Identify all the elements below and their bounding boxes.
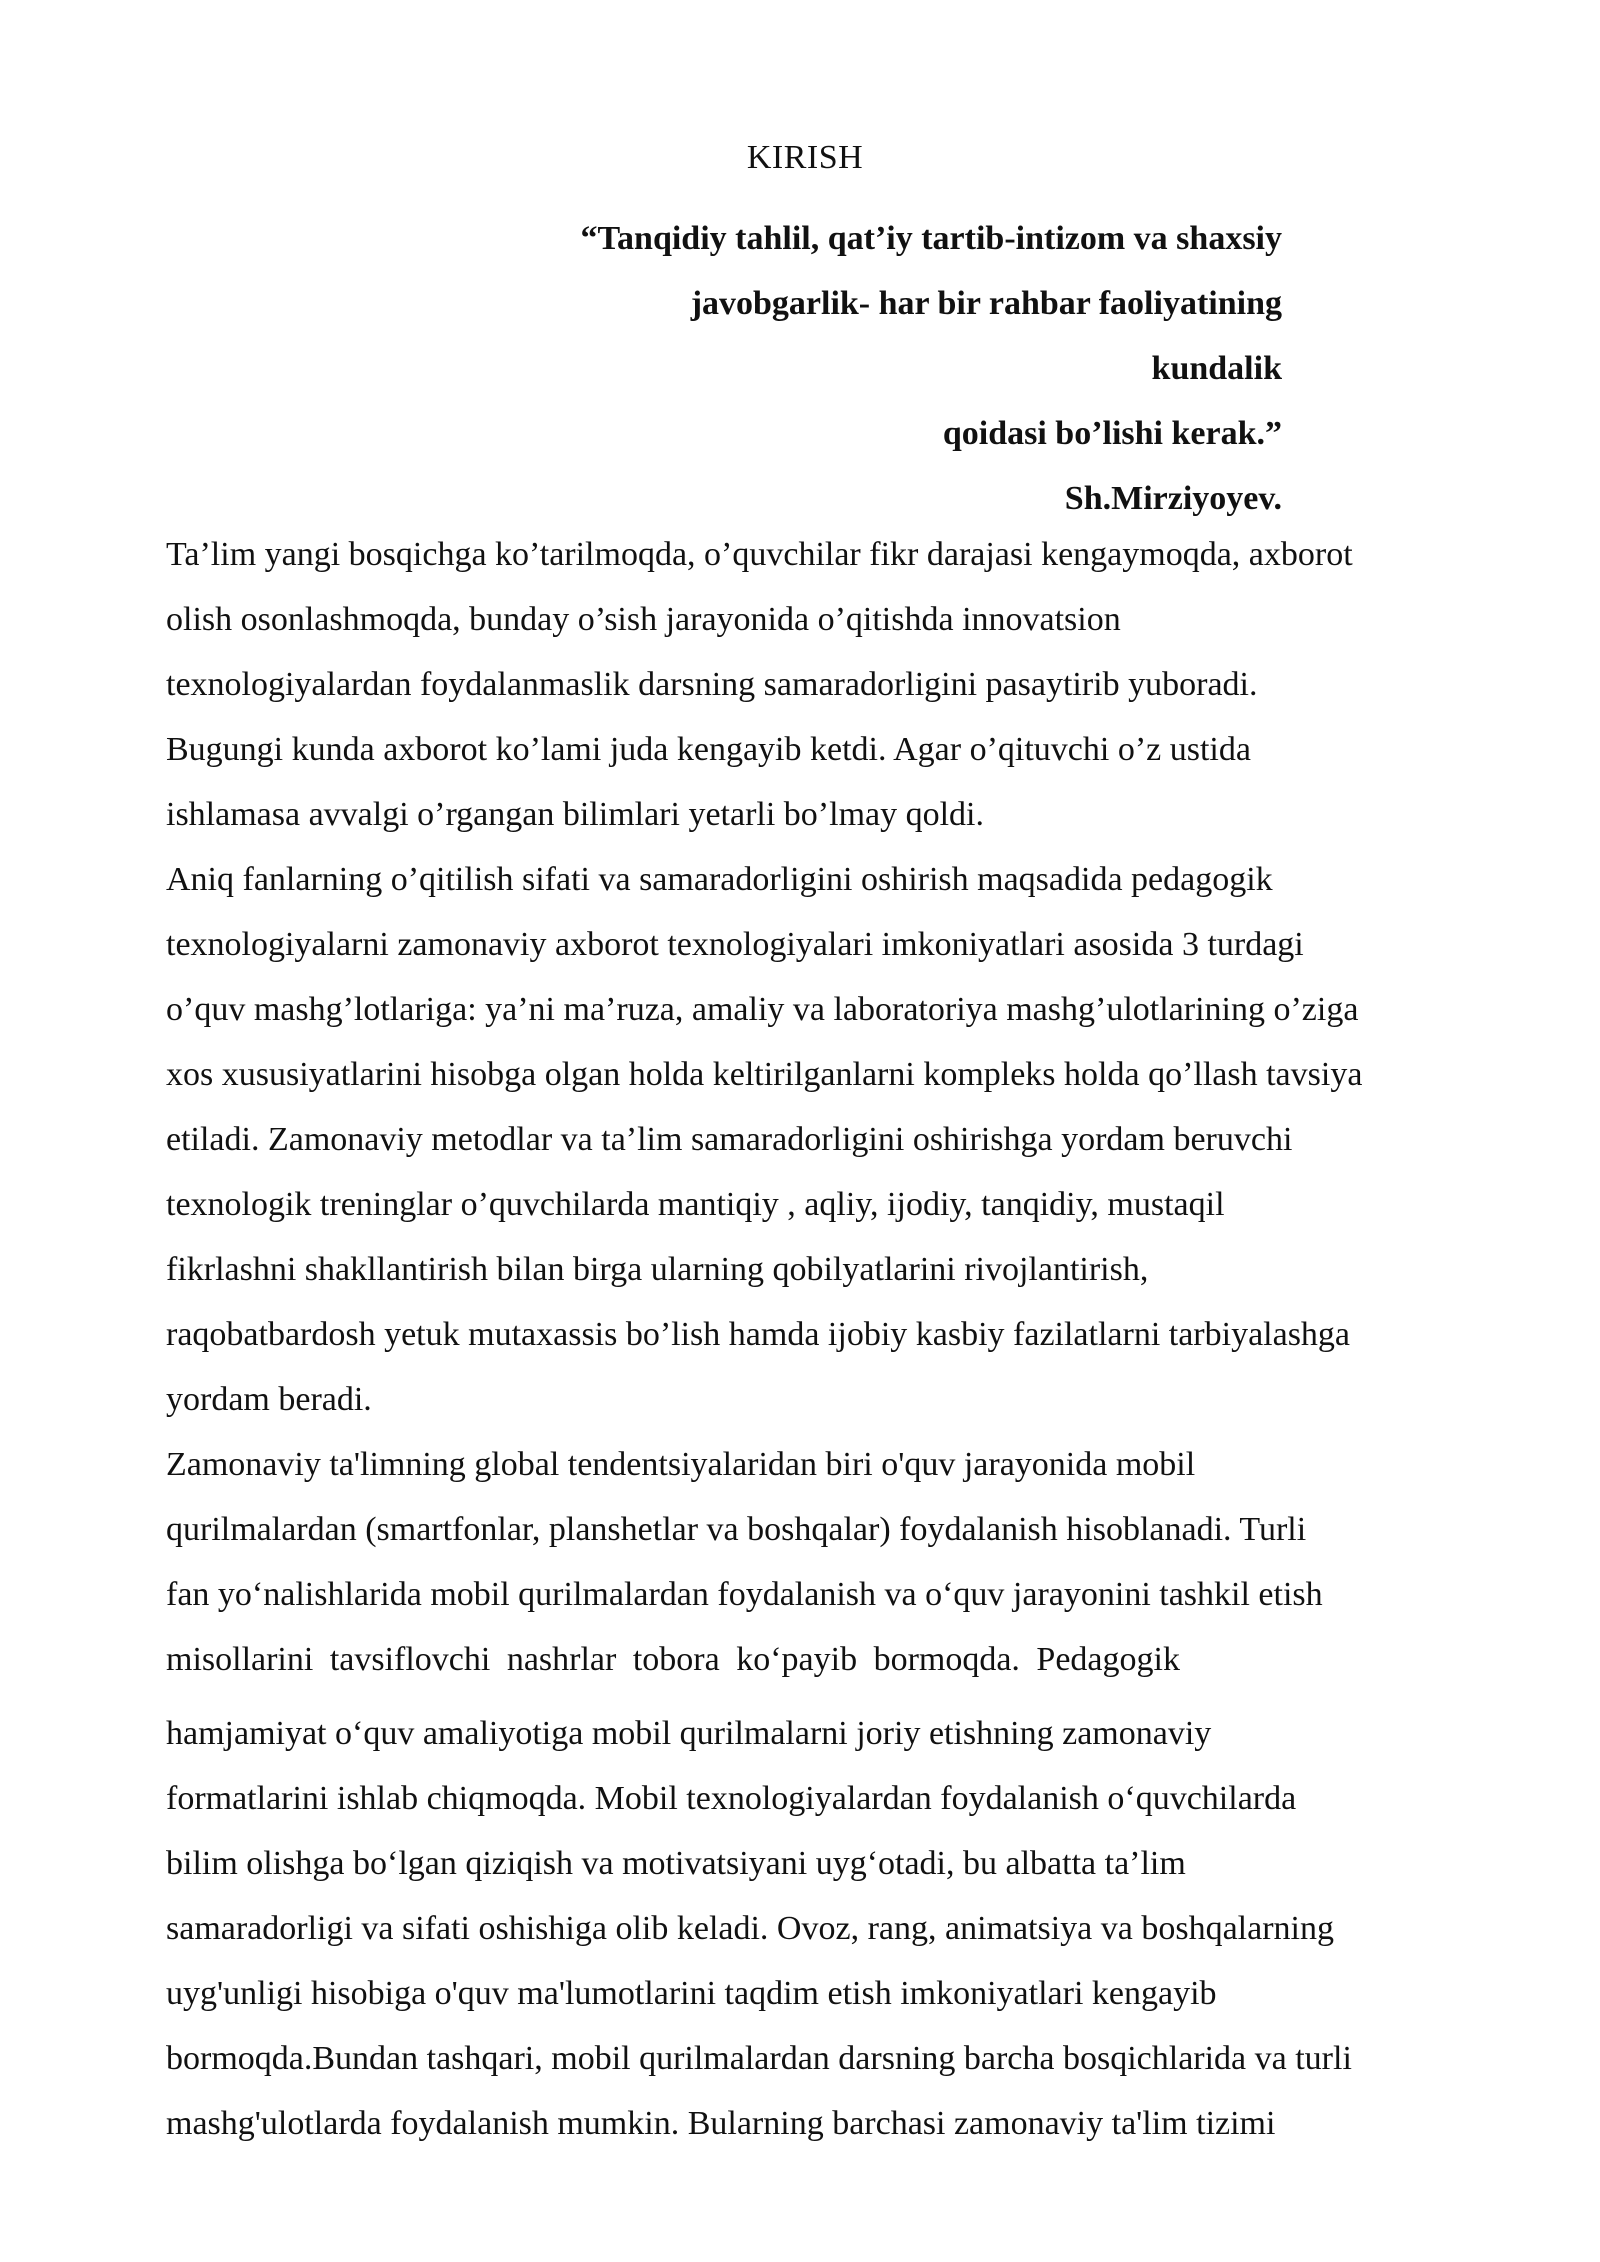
paragraph-line: formatlarini ishlab chiqmoqda. Mobil texnologiyalardan foydalanish o‘quvchilarda	[166, 1780, 1297, 1817]
paragraph-line: Ta’lim yangi bosqichga ko’tarilmoqda, o’quvchilar fikr darajasi kengaymoqda, axborot	[166, 536, 1353, 573]
paragraph-line: misollarini tavsiflovchi nashrlar tobora ko‘payib bormoqda. Pedagogik	[166, 1641, 1180, 1678]
paragraph-line: fikrlashni shakllantirish bilan birga ularning qobilyatlarini rivojlantirish,	[166, 1251, 1149, 1288]
paragraph-line: texnologiyalarni zamonaviy axborot texnologiyalari imkoniyatlari asosida 3 turdagi	[166, 926, 1304, 963]
page-title: KIRISH	[746, 139, 864, 176]
body-text	[166, 522, 1506, 2156]
paragraph-line: Bugungi kunda axborot ko’lami juda kengayib ketdi. Agar o’qituvchi o’z ustida	[166, 731, 1251, 768]
paragraph-line: yordam beradi.	[166, 1381, 372, 1418]
paragraph-line: Zamonaviy ta'limning global tendentsiyalaridan biri o'quv jarayonida mobil	[166, 1446, 1196, 1483]
paragraph-line: qurilmalardan (smartfonlar, planshetlar va boshqalar) foydalanish hisoblanadi. Turli	[166, 1511, 1307, 1548]
paragraph-line: fan yo‘nalishlarida mobil qurilmalardan foydalanish va o‘quv jarayonini tashkil etish	[166, 1576, 1323, 1613]
paragraph-line: raqobatbardosh yetuk mutaxassis bo’lish hamda ijobiy kasbiy fazilatlarni tarbiyalashga	[166, 1316, 1351, 1353]
paragraph-line: mashg'ulotlarda foydalanish mumkin. Bularning barchasi zamonaviy ta'lim tizimi	[166, 2105, 1276, 2142]
paragraph-line: uyg'unligi hisobiga o'quv ma'lumotlarini taqdim etish imkoniyatlari kengayib	[166, 1975, 1217, 2012]
paragraph-line: olish osonlashmoqda, bunday o’sish jarayonida o’qitishda innovatsion	[166, 601, 1121, 638]
epigraph-line: “Tanqidiy tahlil, qat’iy tartib-intizom va shaxsiy	[580, 220, 1282, 257]
paragraph-line: Aniq fanlarning o’qitilish sifati va samaradorligini oshirish maqsadida pedagogik	[166, 861, 1273, 898]
paragraph-line: etiladi. Zamonaviy metodlar va ta’lim samaradorligini oshirishga yordam beruvchi	[166, 1121, 1293, 1158]
paragraph-line: bilim olishga bo‘lgan qiziqish va motivatsiyani uyg‘otadi, bu albatta ta’lim	[166, 1845, 1186, 1882]
epigraph-author: Sh.Mirziyoyev.	[1064, 480, 1282, 517]
epigraph	[282, 206, 1282, 531]
paragraph-line: hamjamiyat o‘quv amaliyotiga mobil qurilmalarni joriy etishning zamonaviy	[166, 1715, 1212, 1752]
line-gap	[166, 1692, 1506, 1701]
paragraph-line: ishlamasa avvalgi o’rgangan bilimlari yetarli bo’lmay qoldi.	[166, 796, 984, 833]
epigraph-line: javobgarlik- har bir rahbar faoliyatining	[690, 285, 1282, 322]
paragraph-line: o’quv mashg’lotlariga: ya’ni ma’ruza, amaliy va laboratoriya mashg’ulotlarining o’ziga	[166, 991, 1359, 1028]
paragraph-line: texnologiyalardan foydalanmaslik darsning samaradorligini pasaytirib yuboradi.	[166, 666, 1258, 703]
paragraph-line: texnologik treninglar o’quvchilarda mantiqiy , aqliy, ijodiy, tanqidiy, mustaqil	[166, 1186, 1225, 1223]
epigraph-line: kundalik	[1151, 350, 1282, 387]
paragraph-line: bormoqda.Bundan tashqari, mobil qurilmalardan darsning barcha bosqichlarida va turli	[166, 2040, 1352, 2077]
paragraph-line: samaradorligi va sifati oshishiga olib keladi. Ovoz, rang, animatsiya va boshqalarning	[166, 1910, 1334, 1947]
paragraph-line: xos xususiyatlarini hisobga olgan holda keltirilganlarni kompleks holda qo’llash tavsiya	[166, 1056, 1363, 1093]
epigraph-line: qoidasi bo’lishi kerak.”	[942, 415, 1282, 452]
